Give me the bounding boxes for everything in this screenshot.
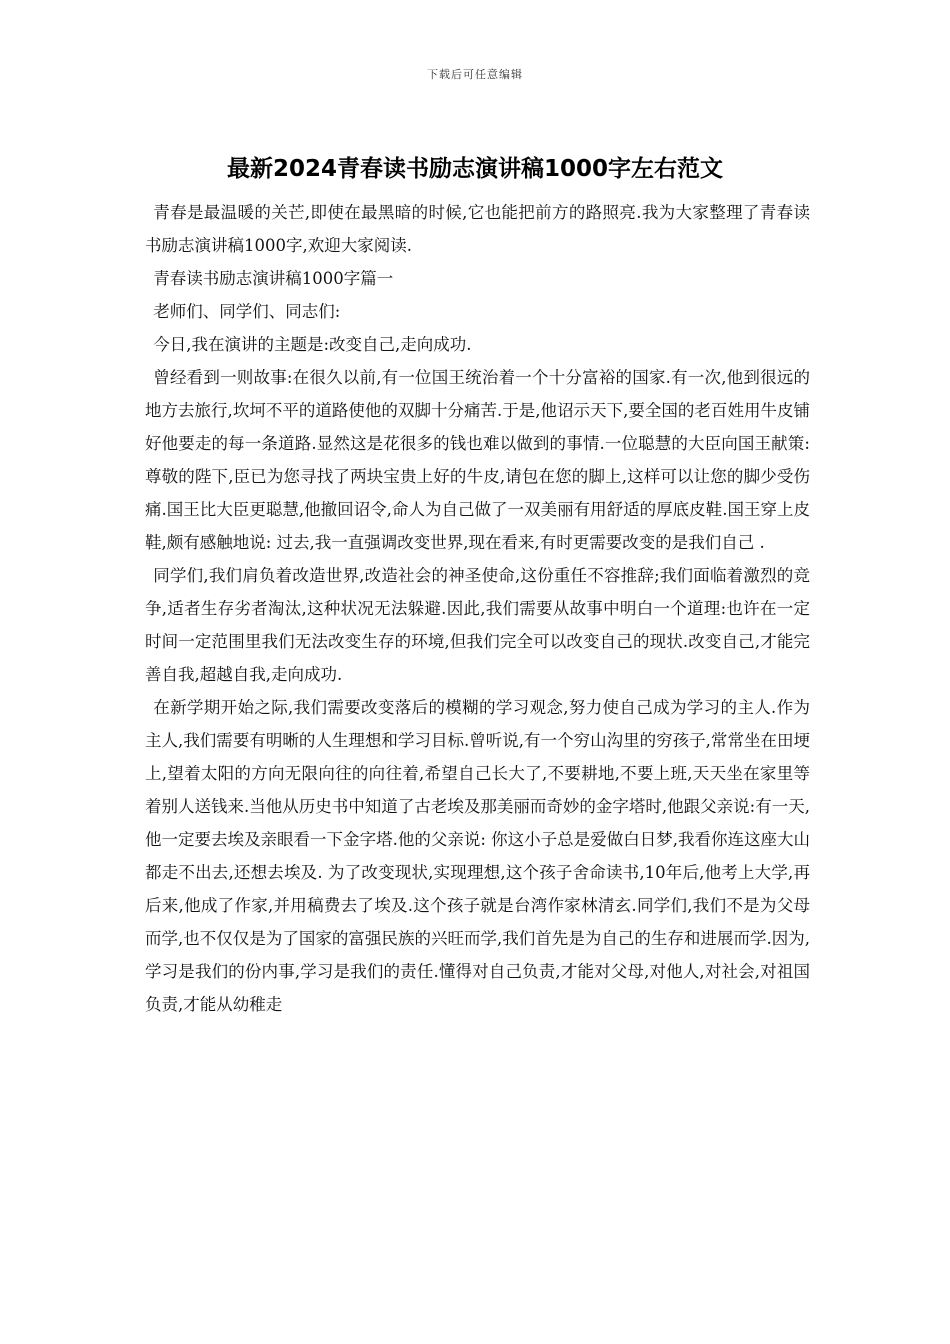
document-title: 最新2024青春读书励志演讲稿1000字左右范文 (226, 156, 724, 182)
paragraph-mission: 同学们,我们肩负着改造世界,改造社会的神圣使命,这份重任不容推辞;我们面临着激烈的竞争,适者生存劣者淘汰,这种状况无法躲避.因此,我们需要从故事中明白一个道理:也许在一定时间一定范围里我们无法改变生存的环境,但我们完全可以改变自己的现状.改变自己,才能完善自我,超越自我,走向成功. (145, 566, 810, 684)
document-body (145, 196, 810, 1021)
paragraph-salutation: 老师们、同学们、同志们: (153, 302, 341, 321)
paragraph-story: 曾经看到一则故事:在很久以前,有一位国王统治着一个十分富裕的国家.有一次,他到很远的地方去旅行,坎坷不平的道路使他的双脚十分痛苦.于是,他诏示天下,要全国的老百姓用牛皮铺好他要走的每一条道路.显然这是花很多的钱也难以做到的事情.一位聪慧的大臣向国王献策:尊敬的陛下,臣已为您寻找了两块宝贵上好的牛皮,请包在您的脚上,这样可以让您的脚少受伤痛.国王比大臣更聪慧,他撤回诏令,命人为自己做了一双美丽有用舒适的厚底皮鞋.国王穿上皮鞋,颇有感触地说: 过去,我一直强调改变世界,现在看来,有时更需要改变的是我们自己 . (145, 368, 810, 552)
paragraph-section-heading: 青春读书励志演讲稿1000字篇一 (153, 269, 394, 288)
paragraph-new-semester: 在新学期开始之际,我们需要改变落后的模糊的学习观念,努力使自己成为学习的主人.作为主人,我们需要有明晰的人生理想和学习目标.曾听说,有一个穷山沟里的穷孩子,常常坐在田埂上,望着太阳的方向无限向往的向往着,希望自己长大了,不要耕地,不要上班,天天坐在家里等着别人送钱来.当他从历史书中知道了古老埃及那美丽而奇妙的金字塔时,他跟父亲说:有一天,他一定要去埃及亲眼看一下金字塔.他的父亲说: 你这小子总是爱做白日梦,我看你连这座大山都走不出去,还想去埃及. 为了改变现状,实现理想,这个孩子舍命读书,10年后,他考上大学,再后来,他成了作家,并用稿费去了埃及.这个孩子就是台湾作家林清玄.同学们,我们不是为父母而学,也不仅仅是为了国家的富强民族的兴旺而学,我们首先是为自己的生存和进展而学.因为,学习是我们的份内事,学习是我们的责任.懂得对自己负责,才能对父母,对他人,对社会,对祖国负责,才能从幼稚走 (145, 698, 810, 1014)
paragraph-theme: 今日,我在演讲的主题是:改变自己,走向成功. (153, 335, 472, 354)
header-note: 下载后可任意编辑 (427, 68, 523, 81)
paragraph-intro: 青春是最温暖的关芒,即使在最黑暗的时候,它也能把前方的路照亮.我为大家整理了青春读书励志演讲稿1000字,欢迎大家阅读. (145, 203, 810, 255)
